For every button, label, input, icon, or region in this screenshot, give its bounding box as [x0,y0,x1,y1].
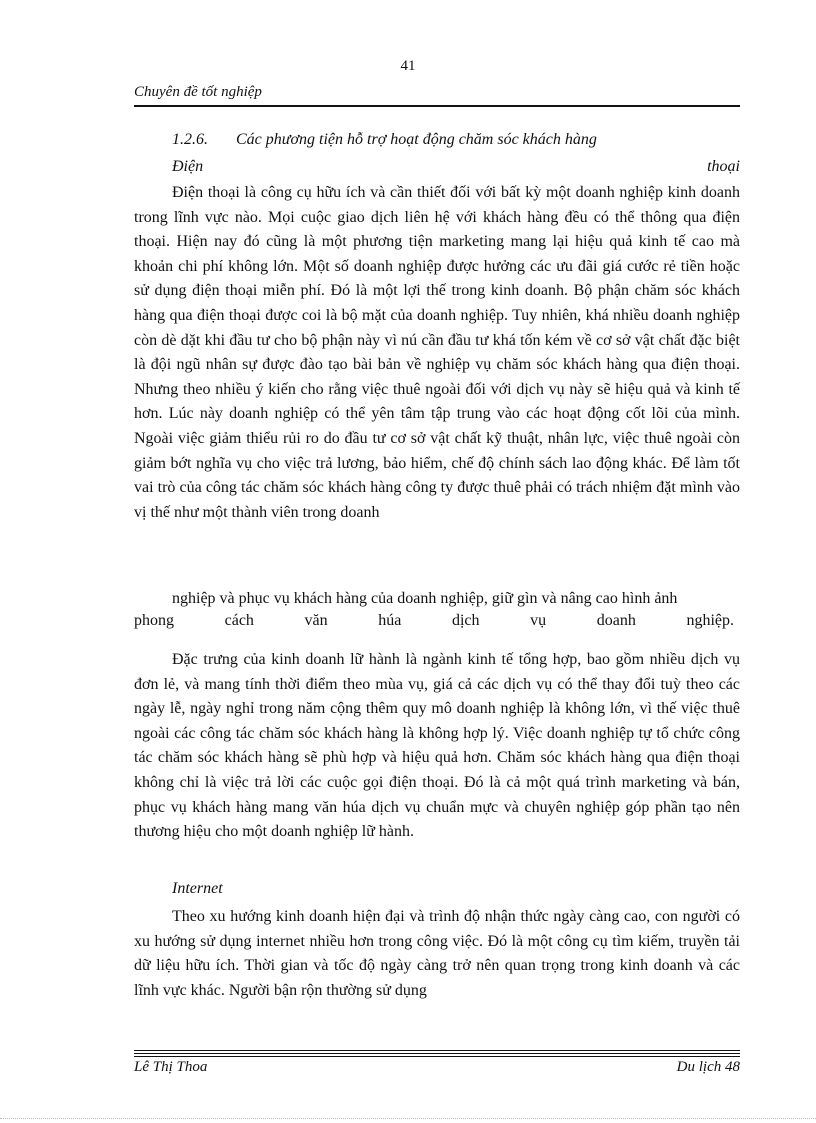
paragraph-internet: Theo xu hướng kinh doanh hiện đại và trình độ nhận thức ngày càng cao, con người có xu hướng sử dụng internet nhiều hơn trong công việc. Đó là một công cụ tìm kiếm, truyền tải dữ liệu hữu ích. Thời gian và tốc độ ngày càng trở nên quan trọng trong kinh doanh và các lĩnh vực khác. Người bận rộn thường sử dụng [134,908,740,999]
section-title: Các phương tiện hỗ trợ hoạt động chăm sóc khách hàng [236,131,597,148]
footer-course: Du lịch 48 [676,1059,740,1075]
header-title: Chuyên đề tốt nghiệp [134,84,262,100]
page-number: 41 [400,58,416,74]
section-number: 1.2.6. [172,131,208,148]
paragraph-telephone: Điện thoại là công cụ hữu ích và cần thiết đối với bất kỳ một doanh nghiệp kinh doanh trong lĩnh vực nào. Mọi cuộc giao dịch liên hệ với khách hàng đều có thể thông qua điện thoại. Hiện nay đó cũng là một phương tiện marketing mang lại hiệu quả kinh tế cao mà khoản chi phí không lớn. Một số doanh nghiệp được hưởng các ưu đãi giá cước rẻ tiền hoặc sử dụng điện thoại miễn phí. Đó là một lợi thế trong kinh doanh. Bộ phận chăm sóc khách hàng qua điện thoại được coi là bộ mặt của doanh nghiệp. Tuy nhiên, khá nhiều doanh nghiệp còn dè dặt khi đầu tư cho bộ phận này vì nú cần đầu tư khá tốn kém về cơ sở vật chất đặc biệt là đội ngũ nhân sự được đào tạo bài bản về nghiệp vụ chăm sóc khách hàng qua điện thoại. Nhưng theo nhiều ý kiến cho rằng việc thuê ngoài đối với dịch vụ này sẽ hiệu quả và kinh tế hơn. Lúc này doanh nghiệp có thể yên tâm tập trung vào các hoạt động cốt lõi của mình. Ngoài việc giảm thiểu rủi ro do đầu tư cơ sở vật chất kỹ thuật, nhân lực, việc thuê ngoài còn giảm bớt nghĩa vụ cho việc trả lương, bảo hiểm, chế độ chính sách lao động khác. Để làm tốt vai trò của công tác chăm sóc khách hàng công ty được thuê phải có trách nhiệm đặt mình vào vị thế như một thành viên trong doanh [134,184,740,521]
word: vụ [530,612,547,629]
word: phong [134,612,174,629]
word: húa [378,612,402,629]
word: văn [304,612,328,629]
subheading-dien-thoai [172,158,740,176]
word: doanh [596,612,636,629]
section-heading [172,131,597,149]
footer-rule [134,1053,740,1054]
subheading-internet: Internet [172,880,223,897]
footer-rule [134,1056,740,1057]
word: dịch [451,612,480,629]
subhead-right: thoại [707,158,740,175]
paragraph-telephone-last-line [134,612,734,630]
footer-author: Lê Thị Thoa [134,1059,208,1075]
subhead-left: Điện [172,158,204,175]
word: cách [224,612,254,629]
word: nghiệp. [686,612,734,629]
paragraph-tourism: Đặc trưng của kinh doanh lữ hành là ngành kinh tế tổng hợp, bao gồm nhiều dịch vụ đơn lẻ, và mang tính thời điểm theo mùa vụ, giá cả các dịch vụ có thể thay đổi tuỳ theo các ngày lễ, ngày nghỉ trong năm cộng thêm quy mô doanh nghiệp là không lớn, vì thế việc thuê ngoài các công tác chăm sóc khách hàng là không hợp lý. Việc doanh nghiệp tự tổ chức công tác chăm sóc khách hàng sẽ phù hợp và hiệu quả hơn. Chăm sóc khách hàng qua điện thoại không chỉ là việc trả lời các cuộc gọi điện thoại. Đó là cả một quá trình marketing và bán, phục vụ khách hàng mang văn húa dịch vụ chuẩn mực và chuyên nghiệp góp phần tạo nên thương hiệu cho một doanh nghiệp lữ hành. [134,651,740,841]
header-rule [134,105,740,107]
paragraph-telephone-continued: nghiệp và phục vụ khách hàng của doanh nghiệp, giữ gìn và nâng cao hình ảnh [172,590,678,607]
page-edge [0,1118,816,1119]
footer-rule [134,1050,740,1051]
